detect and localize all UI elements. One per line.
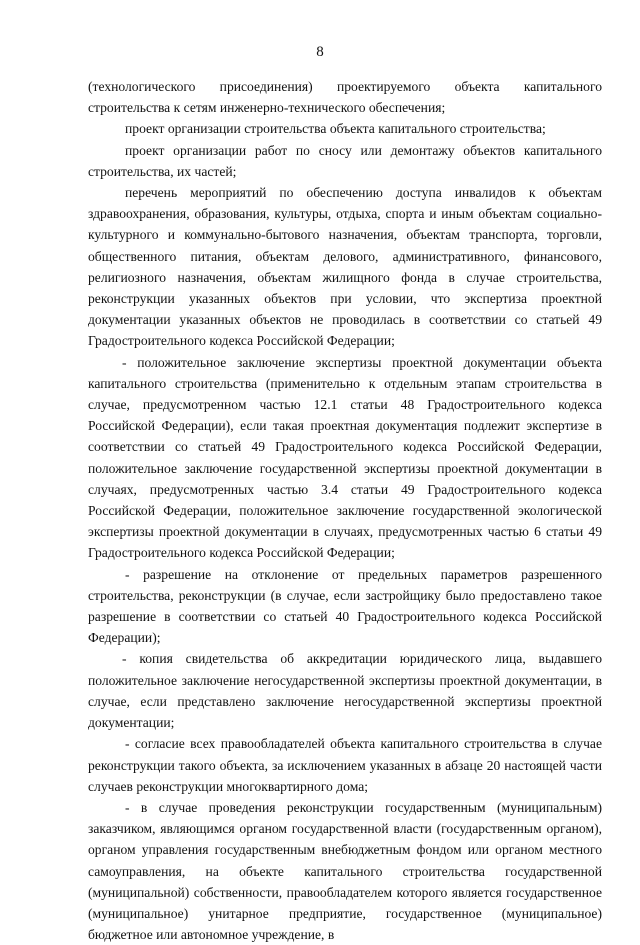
document-body [88, 76, 602, 945]
paragraph-positive-expertise: - положительное заключение экспертизы проектной документации объекта капитального строительства (применительно к отдельным этапам строительства в случае, предусмотренном частью 12.1 статьи 48 Градостроительного кодекса Российской Федерации), если такая проектная документация подлежит экспертизе в соответствии со статьей 49 Градостроительного кодекса Российской Федерации, положительное заключение государственной экспертизы проектной документации в случаях, предусмотренных частью 3.4 статьи 49 Градостроительного кодекса Российской Федерации, положительное заключение государственной экологической экспертизы проектной документации в случаях, предусмотренных частью 6 статьи 49 Градостроительного кодекса Российской Федерации; [88, 354, 602, 561]
paragraph-state-customer-reconstruction: - в случае проведения реконструкции государственным (муниципальным) заказчиком, являющимся органом государственной власти (государственным органом), органом управления государственным внебюджетным фондом или органом местного самоуправления, на объекте капитального строительства государственной (муниципальной) собственности, правообладателем которого является государственное (муниципальное) унитарное предприятие, государственное (муниципальное) бюджетное или автономное учреждение, в [88, 799, 602, 943]
paragraph-deviation-permit: - разрешение на отклонение от предельных параметров разрешенного строительства, реконструкции (в случае, если застройщику было предоставлено такое разрешение в соответствии со статьей 40 Градостроительного кодекса Российской Федерации); [88, 566, 602, 646]
paragraph-technological-connection: (технологического присоединения) проектируемого объекта капитального строительства к сетям инженерно-технического обеспечения; [88, 79, 602, 116]
page-number: 8 [316, 44, 324, 60]
paragraph-demolition-project: проект организации работ по сносу или демонтажу объектов капитального строительства, их частей; [88, 142, 602, 179]
paragraph-owners-consent: - согласие всех правообладателей объекта капитального строительства в случае реконструкции такого объекта, за исключением указанных в абзаце 20 настоящей части случаев реконструкции многоквартирного дома; [88, 736, 602, 794]
paragraph-accreditation-copy: - копия свидетельства об аккредитации юридического лица, выдавшего положительное заключение негосударственной экспертизы проектной документации, в случае, если представлено заключение негосударственной экспертизы проектной документации; [88, 651, 602, 731]
paragraph-construction-project: проект организации строительства объекта капитального строительства; [125, 121, 546, 137]
paragraph-accessibility-measures: перечень мероприятий по обеспечению доступа инвалидов к объектам здравоохранения, образования, культуры, отдыха, спорта и иным объектам социально-культурного и коммунально-бытового назначения, объектам транспорта, торговли, общественного питания, объектам делового, административного, финансового, религиозного назначения, объектам жилищного фонда в случае строительства, реконструкции указанных объектов при условии, что экспертиза проектной документации указанных объектов не проводилась в соответствии со статьей 49 Градостроительного кодекса Российской Федерации; [88, 185, 602, 349]
